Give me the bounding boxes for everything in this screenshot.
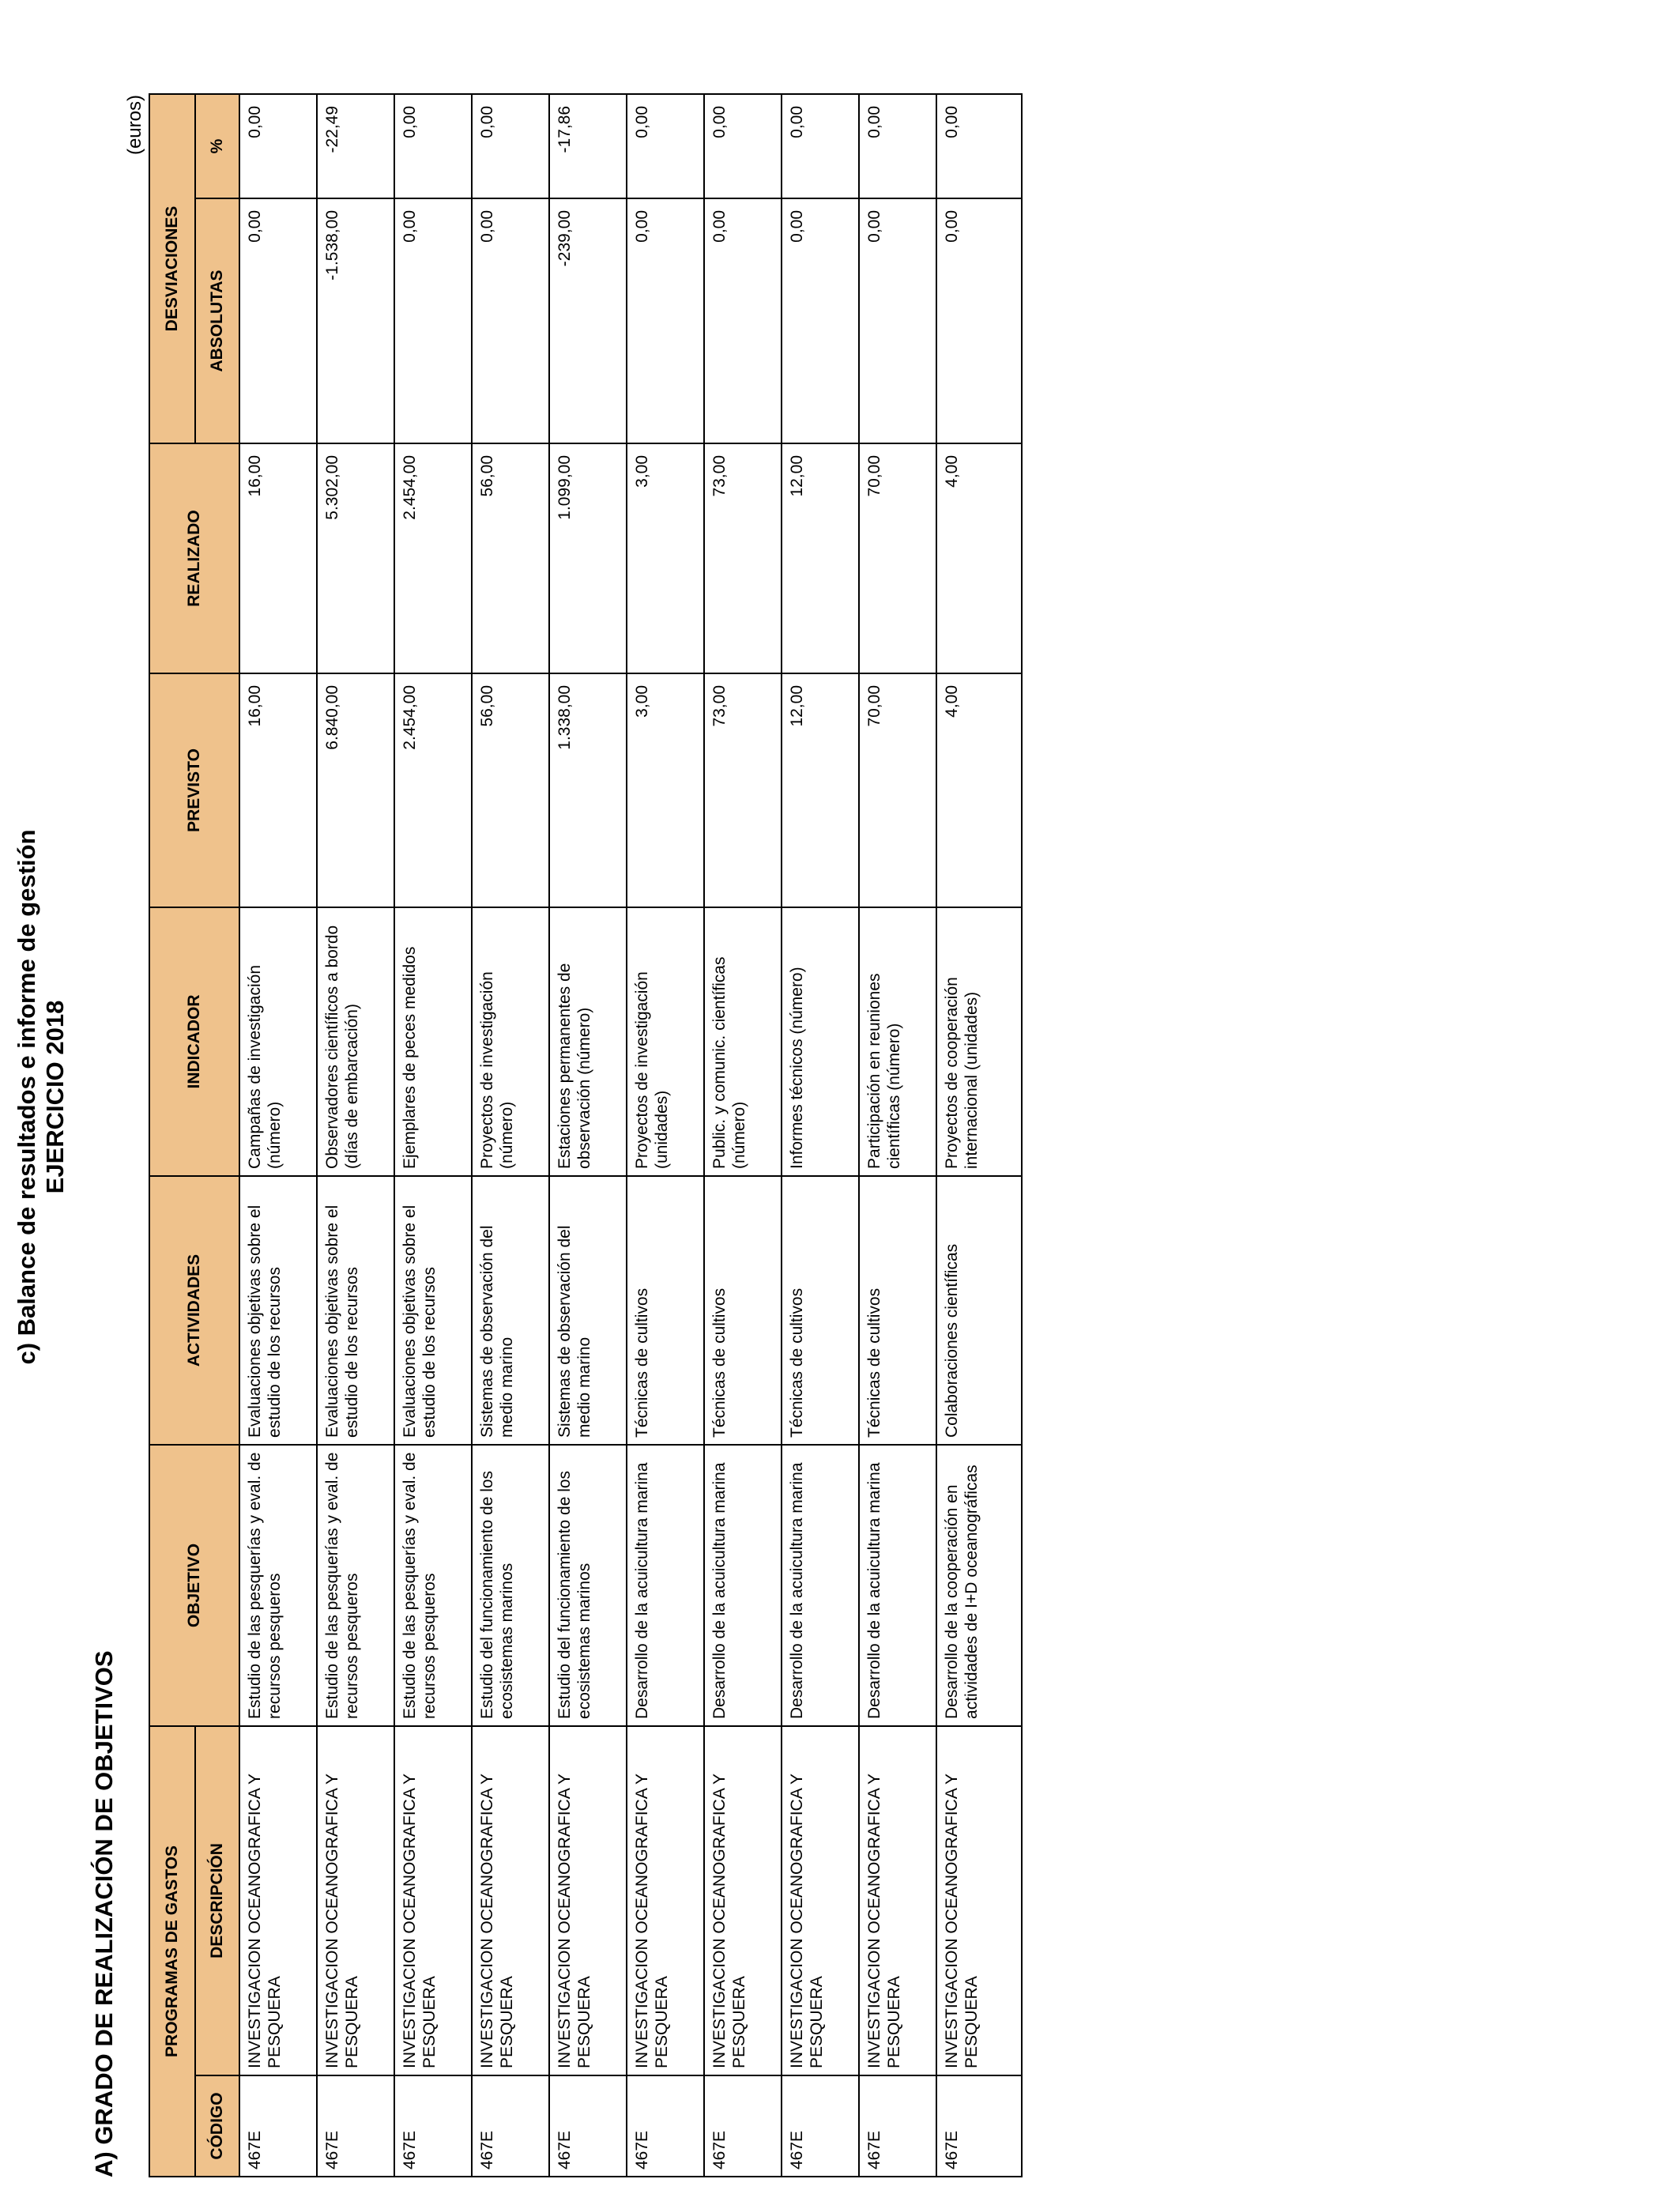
cell-actividades: Evaluaciones objetivas sobre el estudio de los recursos	[246, 1204, 284, 1438]
header-porcentaje: %	[195, 94, 239, 198]
cell-previsto: 12,00	[788, 684, 806, 727]
cell-objetivo: Desarrollo de la acuicultura marina	[865, 1462, 883, 1719]
table-row	[782, 94, 859, 2177]
cell-codigo: 467E	[556, 2130, 574, 2169]
cell-descripcion: INVESTIGACION OCEANOGRAFICA Y PESQUERA	[401, 1774, 439, 2068]
cell-codigo: 467E	[323, 2130, 341, 2169]
cell-actividades: Técnicas de cultivos	[710, 1287, 729, 1438]
group-header-programas: PROGRAMAS DE GASTOS	[149, 1726, 195, 2177]
cell-realizado: 73,00	[710, 454, 729, 497]
cell-previsto: 56,00	[478, 684, 496, 727]
table-row	[317, 94, 394, 2177]
cell-indicador: Proyectos de cooperación internacional (unidades)	[943, 977, 981, 1169]
table-row	[936, 94, 1022, 2177]
cell-indicador: Participación en reuniones científicas (número)	[865, 973, 903, 1169]
table-row	[239, 94, 317, 2177]
cell-porcentaje: 0,00	[710, 105, 729, 138]
cell-previsto: 6.840,00	[323, 684, 341, 750]
cell-porcentaje: 0,00	[246, 105, 264, 138]
cell-porcentaje: 0,00	[633, 105, 651, 138]
cell-previsto: 3,00	[633, 684, 651, 718]
cell-descripcion: INVESTIGACION OCEANOGRAFICA Y PESQUERA	[246, 1774, 284, 2068]
cell-descripcion: INVESTIGACION OCEANOGRAFICA Y PESQUERA	[788, 1774, 826, 2068]
header-realizado: REALIZADO	[149, 443, 239, 673]
cell-realizado: 16,00	[246, 454, 264, 497]
table-body	[239, 94, 1022, 2177]
cell-previsto: 70,00	[865, 684, 883, 727]
cell-codigo: 467E	[633, 2130, 651, 2169]
table-row	[859, 94, 936, 2177]
group-header-desviaciones: DESVIACIONES	[149, 94, 195, 443]
cell-indicador: Proyectos de investigación (número)	[478, 971, 516, 1169]
cell-descripcion: INVESTIGACION OCEANOGRAFICA Y PESQUERA	[633, 1774, 671, 2068]
cell-actividades: Colaboraciones científicas	[943, 1243, 961, 1438]
cell-absolutas: 0,00	[246, 209, 264, 243]
cell-porcentaje: -22,49	[323, 105, 341, 153]
cell-indicador: Public. y comunic. científicas (número)	[710, 956, 748, 1169]
cell-absolutas: -1.538,00	[323, 209, 341, 281]
cell-descripcion: INVESTIGACION OCEANOGRAFICA Y PESQUERA	[323, 1774, 361, 2068]
cell-codigo: 467E	[246, 2130, 264, 2169]
cell-actividades: Técnicas de cultivos	[633, 1287, 651, 1438]
cell-objetivo: Estudio de las pesquerías y eval. de recursos pesqueros	[401, 1452, 439, 1719]
cell-absolutas: 0,00	[633, 209, 651, 243]
document-title: c) Balance de resultados e informe de gestión	[13, 829, 40, 1365]
cell-realizado: 1.099,00	[556, 454, 574, 520]
table-row	[704, 94, 782, 2177]
header-previsto: PREVISTO	[149, 673, 239, 907]
header-descripcion: DESCRIPCIÓN	[195, 1726, 239, 2075]
cell-actividades: Técnicas de cultivos	[788, 1287, 806, 1438]
cell-codigo: 467E	[710, 2130, 729, 2169]
document-year: EJERCICIO 2018	[41, 1000, 69, 1194]
table-row	[472, 94, 549, 2177]
cell-previsto: 73,00	[710, 684, 729, 727]
cell-absolutas: 0,00	[401, 209, 419, 243]
cell-absolutas: 0,00	[865, 209, 883, 243]
cell-porcentaje: 0,00	[943, 105, 961, 138]
cell-codigo: 467E	[478, 2130, 496, 2169]
cell-realizado: 12,00	[788, 454, 806, 497]
cell-descripcion: INVESTIGACION OCEANOGRAFICA Y PESQUERA	[710, 1774, 748, 2068]
cell-indicador: Observadores científicos a bordo (días de embarcación)	[323, 925, 361, 1169]
cell-absolutas: 0,00	[478, 209, 496, 243]
cell-porcentaje: 0,00	[401, 105, 419, 138]
table-row	[394, 94, 472, 2177]
cell-descripcion: INVESTIGACION OCEANOGRAFICA Y PESQUERA	[556, 1774, 593, 2068]
cell-realizado: 4,00	[943, 454, 961, 488]
cell-objetivo: Estudio de las pesquerías y eval. de recursos pesqueros	[323, 1452, 361, 1719]
cell-porcentaje: -17,86	[556, 105, 574, 153]
cell-objetivo: Desarrollo de la acuicultura marina	[788, 1462, 806, 1719]
header-codigo: CÓDIGO	[195, 2075, 239, 2177]
cell-realizado: 70,00	[865, 454, 883, 497]
cell-actividades: Técnicas de cultivos	[865, 1287, 883, 1438]
cell-codigo: 467E	[865, 2130, 883, 2169]
cell-previsto: 1.338,00	[556, 684, 574, 750]
cell-actividades: Sistemas de observación del medio marino	[556, 1225, 593, 1438]
cell-previsto: 4,00	[943, 684, 961, 718]
cell-porcentaje: 0,00	[478, 105, 496, 138]
cell-indicador: Proyectos de investigación (unidades)	[633, 971, 671, 1169]
cell-actividades: Sistemas de observación del medio marino	[478, 1225, 516, 1438]
cell-previsto: 2.454,00	[401, 684, 419, 750]
cell-actividades: Evaluaciones objetivas sobre el estudio de los recursos	[323, 1204, 361, 1438]
cell-descripcion: INVESTIGACION OCEANOGRAFICA Y PESQUERA	[865, 1774, 903, 2068]
cell-realizado: 3,00	[633, 454, 651, 488]
objectives-table	[149, 93, 1023, 2177]
cell-indicador: Estaciones permanentes de observación (número)	[556, 963, 593, 1169]
cell-objetivo: Estudio del funcionamiento de los ecosistemas marinos	[478, 1470, 516, 1719]
cell-descripcion: INVESTIGACION OCEANOGRAFICA Y PESQUERA	[478, 1774, 516, 2068]
cell-objetivo: Desarrollo de la cooperación en actividades de I+D oceanográficas	[943, 1465, 981, 1719]
table-row	[549, 94, 627, 2177]
cell-objetivo: Estudio de las pesquerías y eval. de recursos pesqueros	[246, 1452, 284, 1719]
header-absolutas: ABSOLUTAS	[195, 198, 239, 443]
cell-codigo: 467E	[788, 2130, 806, 2169]
cell-realizado: 2.454,00	[401, 454, 419, 520]
cell-porcentaje: 0,00	[865, 105, 883, 138]
cell-realizado: 5.302,00	[323, 454, 341, 520]
cell-objetivo: Desarrollo de la acuicultura marina	[633, 1462, 651, 1719]
section-title: A) GRADO DE REALIZACIÓN DE OBJETIVOS	[90, 1650, 118, 2177]
header-objetivo: OBJETIVO	[149, 1445, 239, 1726]
header-indicador: INDICADOR	[149, 907, 239, 1176]
cell-objetivo: Desarrollo de la acuicultura marina	[710, 1462, 729, 1719]
cell-absolutas: 0,00	[788, 209, 806, 243]
cell-codigo: 467E	[943, 2130, 961, 2169]
header-actividades: ACTIVIDADES	[149, 1176, 239, 1445]
cell-realizado: 56,00	[478, 454, 496, 497]
cell-indicador: Campañas de investigación (número)	[246, 964, 284, 1169]
cell-absolutas: -239,00	[556, 209, 574, 267]
cell-objetivo: Estudio del funcionamiento de los ecosistemas marinos	[556, 1470, 593, 1719]
cell-porcentaje: 0,00	[788, 105, 806, 138]
table-row	[627, 94, 704, 2177]
cell-descripcion: INVESTIGACION OCEANOGRAFICA Y PESQUERA	[943, 1774, 981, 2068]
cell-absolutas: 0,00	[943, 209, 961, 243]
cell-previsto: 16,00	[246, 684, 264, 727]
cell-codigo: 467E	[401, 2130, 419, 2169]
cell-actividades: Evaluaciones objetivas sobre el estudio de los recursos	[401, 1204, 439, 1438]
unit-note: (euros)	[124, 95, 145, 156]
cell-absolutas: 0,00	[710, 209, 729, 243]
cell-indicador: Ejemplares de peces medidos	[401, 946, 419, 1169]
cell-indicador: Informes técnicos (número)	[788, 967, 806, 1169]
